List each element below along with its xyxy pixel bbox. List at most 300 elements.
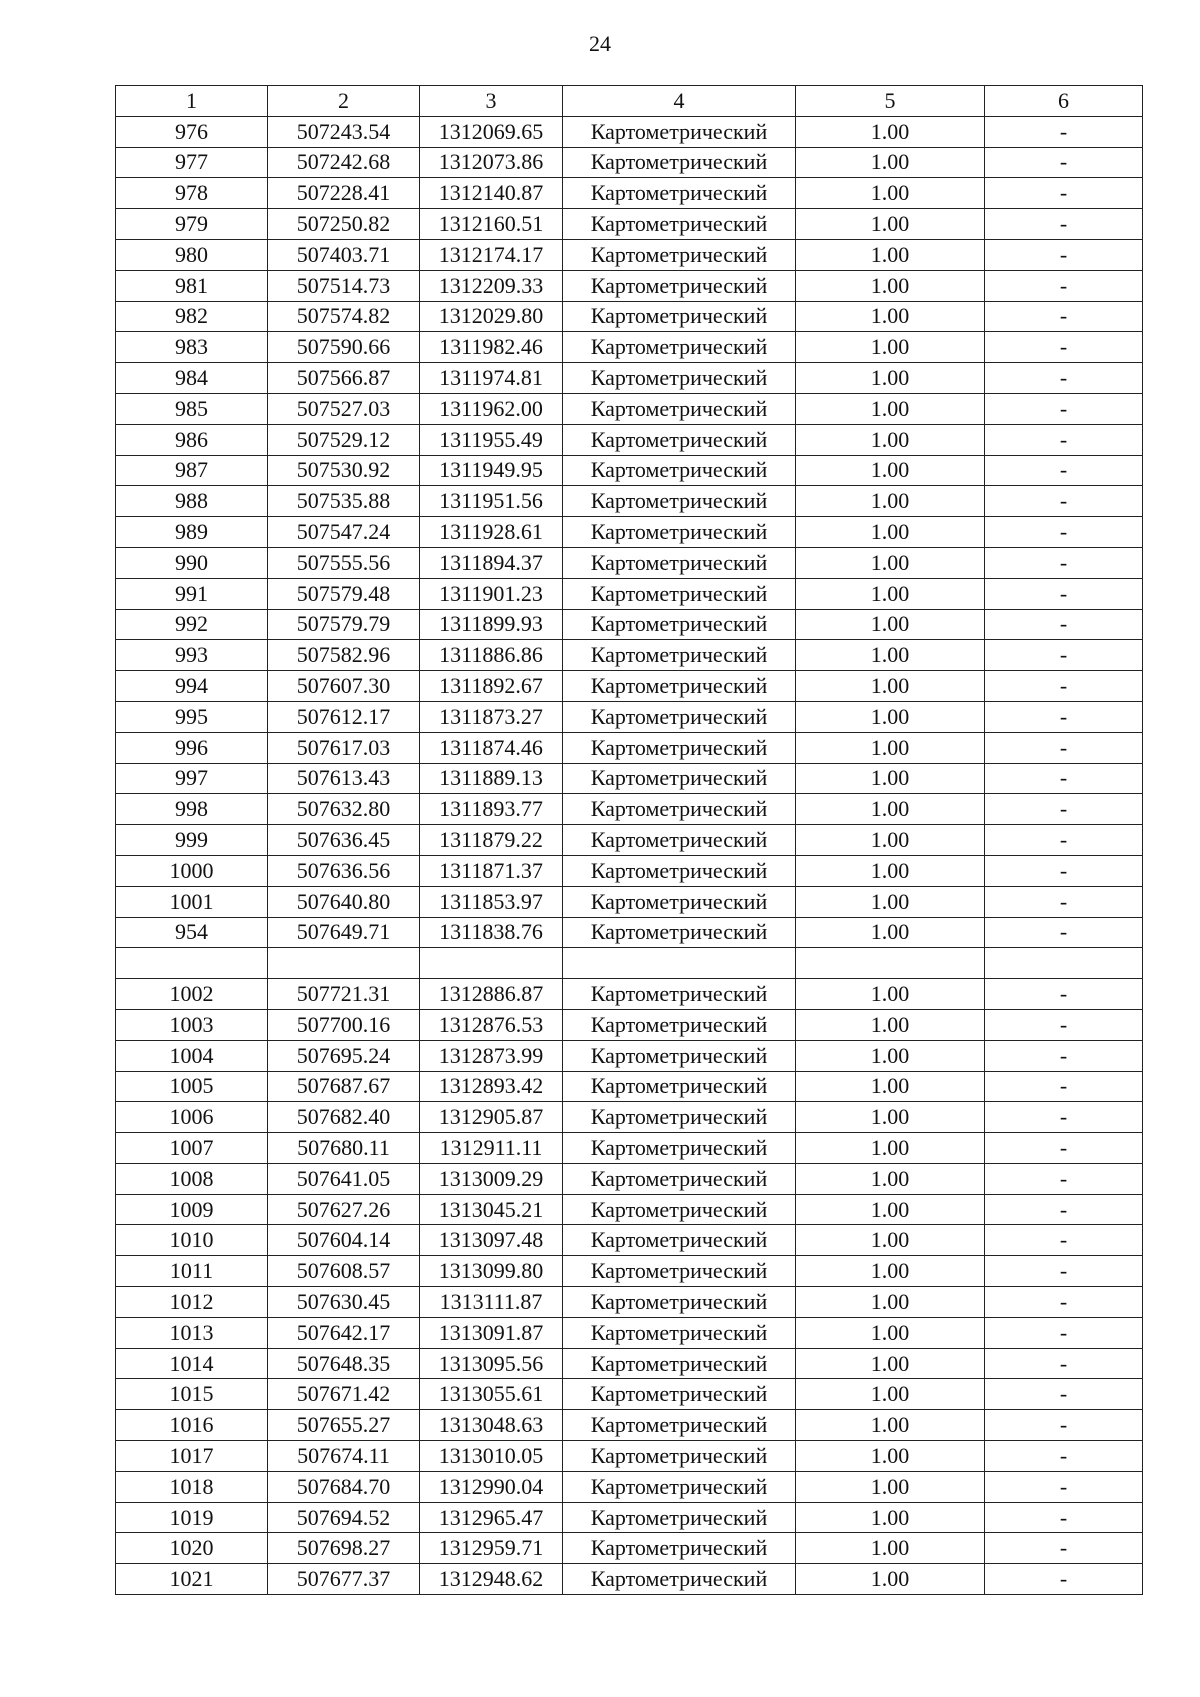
table-row	[116, 424, 1143, 455]
table-row	[116, 486, 1143, 517]
table-row	[116, 1071, 1143, 1102]
table-row	[116, 640, 1143, 671]
x-coordinate-cell: 507636.56	[268, 855, 420, 886]
y-coordinate-cell: 1311894.37	[420, 547, 563, 578]
table-row	[116, 301, 1143, 332]
x-coordinate-cell: 507632.80	[268, 794, 420, 825]
table-row	[116, 886, 1143, 917]
note-cell: -	[985, 1256, 1143, 1287]
accuracy-cell: 1.00	[796, 701, 985, 732]
point-number-cell: 1001	[116, 886, 268, 917]
x-coordinate-cell: 507642.17	[268, 1317, 420, 1348]
note-cell: -	[985, 609, 1143, 640]
x-coordinate-cell: 507627.26	[268, 1194, 420, 1225]
accuracy-cell: 1.00	[796, 239, 985, 270]
table-row	[116, 1533, 1143, 1564]
x-coordinate-cell: 507228.41	[268, 178, 420, 209]
y-coordinate-cell: 1312174.17	[420, 239, 563, 270]
y-coordinate-cell: 1311974.81	[420, 363, 563, 394]
method-cell: Картометрический	[563, 578, 796, 609]
x-coordinate-cell: 507607.30	[268, 671, 420, 702]
accuracy-cell: 1.00	[796, 825, 985, 856]
method-cell: Картометрический	[563, 547, 796, 578]
column-header-2: 2	[268, 86, 420, 117]
accuracy-cell: 1.00	[796, 979, 985, 1010]
y-coordinate-cell: 1311879.22	[420, 825, 563, 856]
point-number-cell: 1007	[116, 1133, 268, 1164]
x-coordinate-cell: 507529.12	[268, 424, 420, 455]
accuracy-cell: 1.00	[796, 517, 985, 548]
x-coordinate-cell: 507655.27	[268, 1410, 420, 1441]
point-number-cell: 1002	[116, 979, 268, 1010]
accuracy-cell: 1.00	[796, 1287, 985, 1318]
note-cell: -	[985, 1133, 1143, 1164]
table-row	[116, 578, 1143, 609]
table-row	[116, 732, 1143, 763]
note-cell: -	[985, 640, 1143, 671]
y-coordinate-cell: 1312073.86	[420, 147, 563, 178]
method-cell: Картометрический	[563, 147, 796, 178]
note-cell: -	[985, 209, 1143, 240]
coordinates-table	[115, 85, 1143, 1595]
x-coordinate-cell: 507677.37	[268, 1564, 420, 1595]
method-cell: Картометрический	[563, 486, 796, 517]
y-coordinate-cell: 1312069.65	[420, 116, 563, 147]
table-row	[116, 1040, 1143, 1071]
y-coordinate-cell: 1312209.33	[420, 270, 563, 301]
x-coordinate-cell: 507721.31	[268, 979, 420, 1010]
method-cell: Картометрический	[563, 1256, 796, 1287]
accuracy-cell: 1.00	[796, 1225, 985, 1256]
table-row	[116, 979, 1143, 1010]
note-cell: -	[985, 1194, 1143, 1225]
note-cell: -	[985, 763, 1143, 794]
method-cell: Картометрический	[563, 332, 796, 363]
note-cell: -	[985, 1379, 1143, 1410]
x-coordinate-cell: 507566.87	[268, 363, 420, 394]
table-row	[116, 517, 1143, 548]
note-cell: -	[985, 701, 1143, 732]
y-coordinate-cell: 1313099.80	[420, 1256, 563, 1287]
note-cell: -	[985, 855, 1143, 886]
x-coordinate-cell: 507579.79	[268, 609, 420, 640]
x-coordinate-cell: 507682.40	[268, 1102, 420, 1133]
method-cell: Картометрический	[563, 1348, 796, 1379]
note-cell: -	[985, 116, 1143, 147]
note-cell: -	[985, 1502, 1143, 1533]
accuracy-cell: 1.00	[796, 1441, 985, 1472]
accuracy-cell: 1.00	[796, 1317, 985, 1348]
table-row	[116, 178, 1143, 209]
accuracy-cell: 1.00	[796, 147, 985, 178]
y-coordinate-cell: 1311893.77	[420, 794, 563, 825]
accuracy-cell: 1.00	[796, 794, 985, 825]
column-header-6: 6	[985, 86, 1143, 117]
point-number-cell: 1018	[116, 1471, 268, 1502]
x-coordinate-cell: 507579.48	[268, 578, 420, 609]
table-row	[116, 1256, 1143, 1287]
y-coordinate-cell: 1311928.61	[420, 517, 563, 548]
point-number-cell: 981	[116, 270, 268, 301]
x-coordinate-cell: 507530.92	[268, 455, 420, 486]
accuracy-cell: 1.00	[796, 1348, 985, 1379]
x-coordinate-cell: 507648.35	[268, 1348, 420, 1379]
y-coordinate-cell: 1311853.97	[420, 886, 563, 917]
y-coordinate-cell: 1313009.29	[420, 1163, 563, 1194]
point-number-cell: 954	[116, 917, 268, 948]
table-row	[116, 1502, 1143, 1533]
table-row	[116, 270, 1143, 301]
accuracy-cell: 1.00	[796, 886, 985, 917]
accuracy-cell: 1.00	[796, 1502, 985, 1533]
y-coordinate-cell: 1311949.95	[420, 455, 563, 486]
y-coordinate-cell: 1313045.21	[420, 1194, 563, 1225]
note-cell: -	[985, 671, 1143, 702]
y-coordinate-cell: 1311871.37	[420, 855, 563, 886]
table-row	[116, 209, 1143, 240]
y-coordinate-cell: 1313095.56	[420, 1348, 563, 1379]
accuracy-cell: 1.00	[796, 609, 985, 640]
y-coordinate-cell: 1311874.46	[420, 732, 563, 763]
note-cell: -	[985, 1102, 1143, 1133]
accuracy-cell: 1.00	[796, 1133, 985, 1164]
x-coordinate-cell: 507608.57	[268, 1256, 420, 1287]
method-cell: Картометрический	[563, 671, 796, 702]
accuracy-cell: 1.00	[796, 578, 985, 609]
y-coordinate-cell: 1311892.67	[420, 671, 563, 702]
y-coordinate-cell	[420, 948, 563, 979]
column-header-4: 4	[563, 86, 796, 117]
point-number-cell: 988	[116, 486, 268, 517]
point-number-cell: 1008	[116, 1163, 268, 1194]
y-coordinate-cell: 1312160.51	[420, 209, 563, 240]
accuracy-cell: 1.00	[796, 393, 985, 424]
method-cell: Картометрический	[563, 825, 796, 856]
column-header-3: 3	[420, 86, 563, 117]
table-row	[116, 1194, 1143, 1225]
x-coordinate-cell: 507574.82	[268, 301, 420, 332]
note-cell: -	[985, 1040, 1143, 1071]
y-coordinate-cell: 1312140.87	[420, 178, 563, 209]
method-cell: Картометрический	[563, 301, 796, 332]
x-coordinate-cell: 507684.70	[268, 1471, 420, 1502]
page-number: 24	[589, 31, 611, 56]
y-coordinate-cell: 1311873.27	[420, 701, 563, 732]
point-number-cell: 998	[116, 794, 268, 825]
method-cell: Картометрический	[563, 855, 796, 886]
note-cell: -	[985, 424, 1143, 455]
point-number-cell: 987	[116, 455, 268, 486]
accuracy-cell: 1.00	[796, 455, 985, 486]
accuracy-cell: 1.00	[796, 332, 985, 363]
point-number-cell: 990	[116, 547, 268, 578]
point-number-cell: 993	[116, 640, 268, 671]
header-row	[116, 86, 1143, 117]
method-cell: Картометрический	[563, 979, 796, 1010]
y-coordinate-cell: 1312965.47	[420, 1502, 563, 1533]
table-row	[116, 917, 1143, 948]
note-cell: -	[985, 578, 1143, 609]
method-cell: Картометрический	[563, 209, 796, 240]
point-number-cell: 999	[116, 825, 268, 856]
x-coordinate-cell: 507590.66	[268, 332, 420, 363]
note-cell: -	[985, 1471, 1143, 1502]
method-cell: Картометрический	[563, 886, 796, 917]
x-coordinate-cell: 507671.42	[268, 1379, 420, 1410]
method-cell: Картометрический	[563, 1163, 796, 1194]
y-coordinate-cell: 1313055.61	[420, 1379, 563, 1410]
method-cell: Картометрический	[563, 1102, 796, 1133]
x-coordinate-cell: 507674.11	[268, 1441, 420, 1472]
x-coordinate-cell: 507514.73	[268, 270, 420, 301]
accuracy-cell: 1.00	[796, 363, 985, 394]
x-coordinate-cell: 507582.96	[268, 640, 420, 671]
accuracy-cell: 1.00	[796, 1379, 985, 1410]
y-coordinate-cell: 1313091.87	[420, 1317, 563, 1348]
note-cell: -	[985, 178, 1143, 209]
accuracy-cell: 1.00	[796, 424, 985, 455]
x-coordinate-cell: 507535.88	[268, 486, 420, 517]
accuracy-cell: 1.00	[796, 178, 985, 209]
point-number-cell: 1005	[116, 1071, 268, 1102]
note-cell: -	[985, 393, 1143, 424]
accuracy-cell: 1.00	[796, 1071, 985, 1102]
x-coordinate-cell	[268, 948, 420, 979]
point-number-cell: 1021	[116, 1564, 268, 1595]
point-number-cell: 994	[116, 671, 268, 702]
accuracy-cell: 1.00	[796, 1533, 985, 1564]
point-number-cell: 985	[116, 393, 268, 424]
table-row	[116, 1564, 1143, 1595]
point-number-cell: 1010	[116, 1225, 268, 1256]
point-number-cell: 977	[116, 147, 268, 178]
y-coordinate-cell: 1313097.48	[420, 1225, 563, 1256]
y-coordinate-cell: 1313111.87	[420, 1287, 563, 1318]
accuracy-cell: 1.00	[796, 270, 985, 301]
method-cell: Картометрический	[563, 1317, 796, 1348]
note-cell: -	[985, 1009, 1143, 1040]
point-number-cell: 1020	[116, 1533, 268, 1564]
note-cell: -	[985, 1533, 1143, 1564]
table-row	[116, 794, 1143, 825]
note-cell: -	[985, 301, 1143, 332]
accuracy-cell: 1.00	[796, 1102, 985, 1133]
accuracy-cell: 1.00	[796, 547, 985, 578]
note-cell: -	[985, 1441, 1143, 1472]
x-coordinate-cell: 507698.27	[268, 1533, 420, 1564]
x-coordinate-cell: 507547.24	[268, 517, 420, 548]
accuracy-cell: 1.00	[796, 1009, 985, 1040]
point-number-cell: 983	[116, 332, 268, 363]
accuracy-cell: 1.00	[796, 640, 985, 671]
note-cell: -	[985, 794, 1143, 825]
y-coordinate-cell: 1313048.63	[420, 1410, 563, 1441]
y-coordinate-cell: 1311901.23	[420, 578, 563, 609]
note-cell: -	[985, 886, 1143, 917]
y-coordinate-cell: 1312911.11	[420, 1133, 563, 1164]
method-cell: Картометрический	[563, 455, 796, 486]
table-row	[116, 948, 1143, 979]
accuracy-cell: 1.00	[796, 486, 985, 517]
method-cell: Картометрический	[563, 1287, 796, 1318]
point-number-cell: 995	[116, 701, 268, 732]
accuracy-cell: 1.00	[796, 855, 985, 886]
method-cell: Картометрический	[563, 178, 796, 209]
y-coordinate-cell: 1312873.99	[420, 1040, 563, 1071]
point-number-cell: 986	[116, 424, 268, 455]
method-cell: Картометрический	[563, 1071, 796, 1102]
method-cell: Картометрический	[563, 763, 796, 794]
point-number-cell: 1000	[116, 855, 268, 886]
method-cell: Картометрический	[563, 393, 796, 424]
y-coordinate-cell: 1312905.87	[420, 1102, 563, 1133]
point-number-cell: 1004	[116, 1040, 268, 1071]
note-cell: -	[985, 1410, 1143, 1441]
y-coordinate-cell: 1312029.80	[420, 301, 563, 332]
x-coordinate-cell: 507243.54	[268, 116, 420, 147]
method-cell: Картометрический	[563, 640, 796, 671]
x-coordinate-cell: 507636.45	[268, 825, 420, 856]
x-coordinate-cell: 507700.16	[268, 1009, 420, 1040]
accuracy-cell: 1.00	[796, 301, 985, 332]
method-cell: Картометрический	[563, 1009, 796, 1040]
accuracy-cell: 1.00	[796, 732, 985, 763]
table-row	[116, 239, 1143, 270]
note-cell: -	[985, 455, 1143, 486]
table-row	[116, 671, 1143, 702]
point-number-cell: 991	[116, 578, 268, 609]
table-row	[116, 1225, 1143, 1256]
accuracy-cell: 1.00	[796, 763, 985, 794]
x-coordinate-cell: 507630.45	[268, 1287, 420, 1318]
y-coordinate-cell: 1313010.05	[420, 1441, 563, 1472]
y-coordinate-cell: 1311889.13	[420, 763, 563, 794]
point-number-cell: 1013	[116, 1317, 268, 1348]
x-coordinate-cell: 507250.82	[268, 209, 420, 240]
x-coordinate-cell: 507613.43	[268, 763, 420, 794]
method-cell: Картометрический	[563, 701, 796, 732]
table-header	[116, 86, 1143, 117]
accuracy-cell: 1.00	[796, 1256, 985, 1287]
accuracy-cell: 1.00	[796, 1564, 985, 1595]
note-cell: -	[985, 239, 1143, 270]
note-cell	[985, 948, 1143, 979]
note-cell: -	[985, 979, 1143, 1010]
point-number-cell: 1016	[116, 1410, 268, 1441]
y-coordinate-cell: 1312893.42	[420, 1071, 563, 1102]
note-cell: -	[985, 732, 1143, 763]
point-number-cell: 996	[116, 732, 268, 763]
y-coordinate-cell: 1312886.87	[420, 979, 563, 1010]
method-cell: Картометрический	[563, 1564, 796, 1595]
method-cell: Картометрический	[563, 1379, 796, 1410]
y-coordinate-cell: 1312948.62	[420, 1564, 563, 1595]
accuracy-cell: 1.00	[796, 1471, 985, 1502]
note-cell: -	[985, 1348, 1143, 1379]
point-number-cell: 1019	[116, 1502, 268, 1533]
table-row	[116, 1009, 1143, 1040]
point-number-cell: 978	[116, 178, 268, 209]
table-row	[116, 393, 1143, 424]
x-coordinate-cell: 507612.17	[268, 701, 420, 732]
note-cell: -	[985, 517, 1143, 548]
point-number-cell: 1003	[116, 1009, 268, 1040]
method-cell: Картометрический	[563, 917, 796, 948]
table-row	[116, 1441, 1143, 1472]
method-cell: Картометрический	[563, 1502, 796, 1533]
table-row	[116, 116, 1143, 147]
method-cell: Картометрический	[563, 1533, 796, 1564]
method-cell: Картометрический	[563, 1441, 796, 1472]
table-row	[116, 1410, 1143, 1441]
y-coordinate-cell: 1311951.56	[420, 486, 563, 517]
accuracy-cell: 1.00	[796, 1194, 985, 1225]
x-coordinate-cell: 507640.80	[268, 886, 420, 917]
x-coordinate-cell: 507695.24	[268, 1040, 420, 1071]
point-number-cell: 976	[116, 116, 268, 147]
method-cell: Картометрический	[563, 363, 796, 394]
table-row	[116, 363, 1143, 394]
table-row	[116, 1317, 1143, 1348]
y-coordinate-cell: 1311899.93	[420, 609, 563, 640]
accuracy-cell: 1.00	[796, 1163, 985, 1194]
x-coordinate-cell: 507555.56	[268, 547, 420, 578]
x-coordinate-cell: 507687.67	[268, 1071, 420, 1102]
point-number-cell: 1012	[116, 1287, 268, 1318]
accuracy-cell: 1.00	[796, 1040, 985, 1071]
y-coordinate-cell: 1311838.76	[420, 917, 563, 948]
table-row	[116, 763, 1143, 794]
table-row	[116, 1287, 1143, 1318]
method-cell	[563, 948, 796, 979]
note-cell: -	[985, 1287, 1143, 1318]
y-coordinate-cell: 1311955.49	[420, 424, 563, 455]
point-number-cell: 1009	[116, 1194, 268, 1225]
method-cell: Картометрический	[563, 1194, 796, 1225]
y-coordinate-cell: 1311886.86	[420, 640, 563, 671]
table-row	[116, 1163, 1143, 1194]
table-row	[116, 825, 1143, 856]
note-cell: -	[985, 270, 1143, 301]
method-cell: Картометрический	[563, 1225, 796, 1256]
note-cell: -	[985, 1071, 1143, 1102]
column-header-1: 1	[116, 86, 268, 117]
accuracy-cell: 1.00	[796, 116, 985, 147]
table-row	[116, 547, 1143, 578]
point-number-cell: 1006	[116, 1102, 268, 1133]
table-row	[116, 455, 1143, 486]
accuracy-cell: 1.00	[796, 209, 985, 240]
point-number-cell: 979	[116, 209, 268, 240]
method-cell: Картометрический	[563, 609, 796, 640]
x-coordinate-cell: 507641.05	[268, 1163, 420, 1194]
point-number-cell: 1014	[116, 1348, 268, 1379]
x-coordinate-cell: 507680.11	[268, 1133, 420, 1164]
method-cell: Картометрический	[563, 517, 796, 548]
note-cell: -	[985, 1317, 1143, 1348]
note-cell: -	[985, 363, 1143, 394]
note-cell: -	[985, 1564, 1143, 1595]
y-coordinate-cell: 1312876.53	[420, 1009, 563, 1040]
method-cell: Картометрический	[563, 239, 796, 270]
table-row	[116, 1471, 1143, 1502]
y-coordinate-cell: 1311982.46	[420, 332, 563, 363]
method-cell: Картометрический	[563, 1471, 796, 1502]
table-row	[116, 1102, 1143, 1133]
note-cell: -	[985, 486, 1143, 517]
method-cell: Картометрический	[563, 1133, 796, 1164]
table-body	[116, 116, 1143, 1594]
